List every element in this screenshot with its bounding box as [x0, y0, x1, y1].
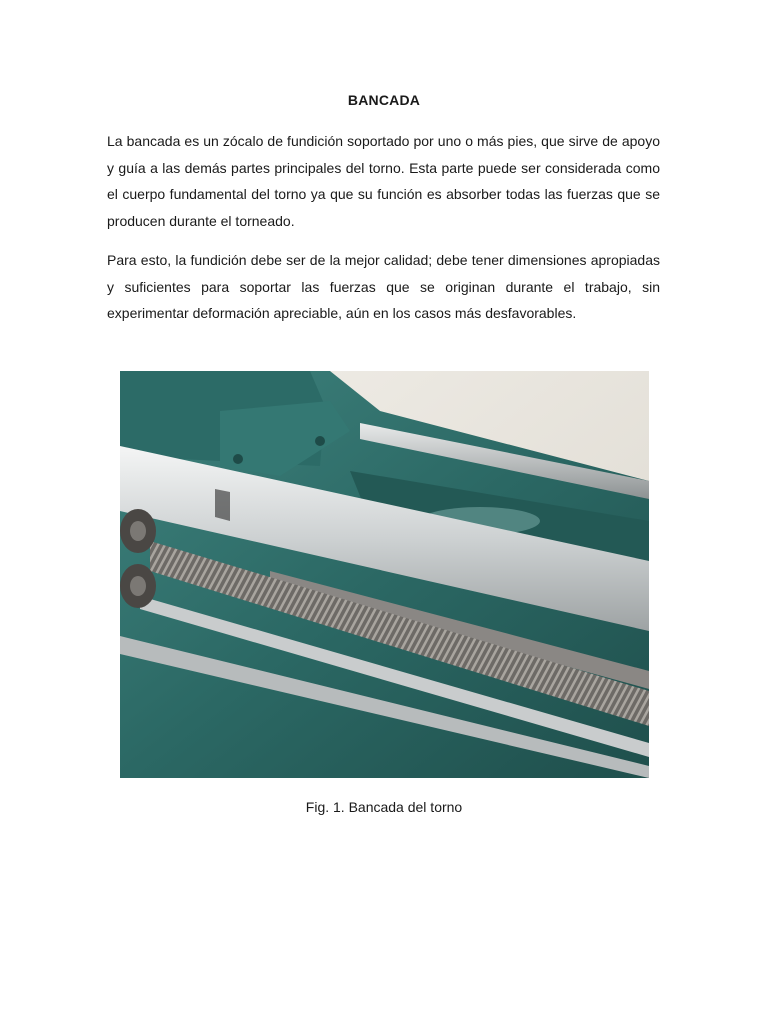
lathe-bed-illustration: [120, 371, 649, 778]
bearing-center-icon: [130, 521, 146, 541]
figure-caption: Fig. 1. Bancada del torno: [305, 799, 463, 815]
lathe-bed-photo: [120, 371, 649, 778]
bolt-icon: [233, 454, 243, 464]
document-title: BANCADA: [347, 92, 421, 108]
paragraph-2: Para esto, la fundición debe ser de la mejor calidad; debe tener dimensiones apropiadas y suficientes para soportar las fuerzas que se originan durante el trabajo, sin experimentar deformación apreciable, aún en los casos más desfavorables.: [107, 252, 660, 321]
paragraph-1: La bancada es un zócalo de fundición soportado por uno o más pies, que sirve de apoyo y guía a las demás partes principales del torno. Esta parte puede ser considerada como el cuerpo fundamental del torno ya que su función es absorber todas las fuerzas que se producen durante el torneado.: [107, 133, 660, 229]
guideway-joint: [215, 489, 230, 521]
bolt-icon: [315, 436, 325, 446]
bearing-center-icon: [130, 576, 146, 596]
